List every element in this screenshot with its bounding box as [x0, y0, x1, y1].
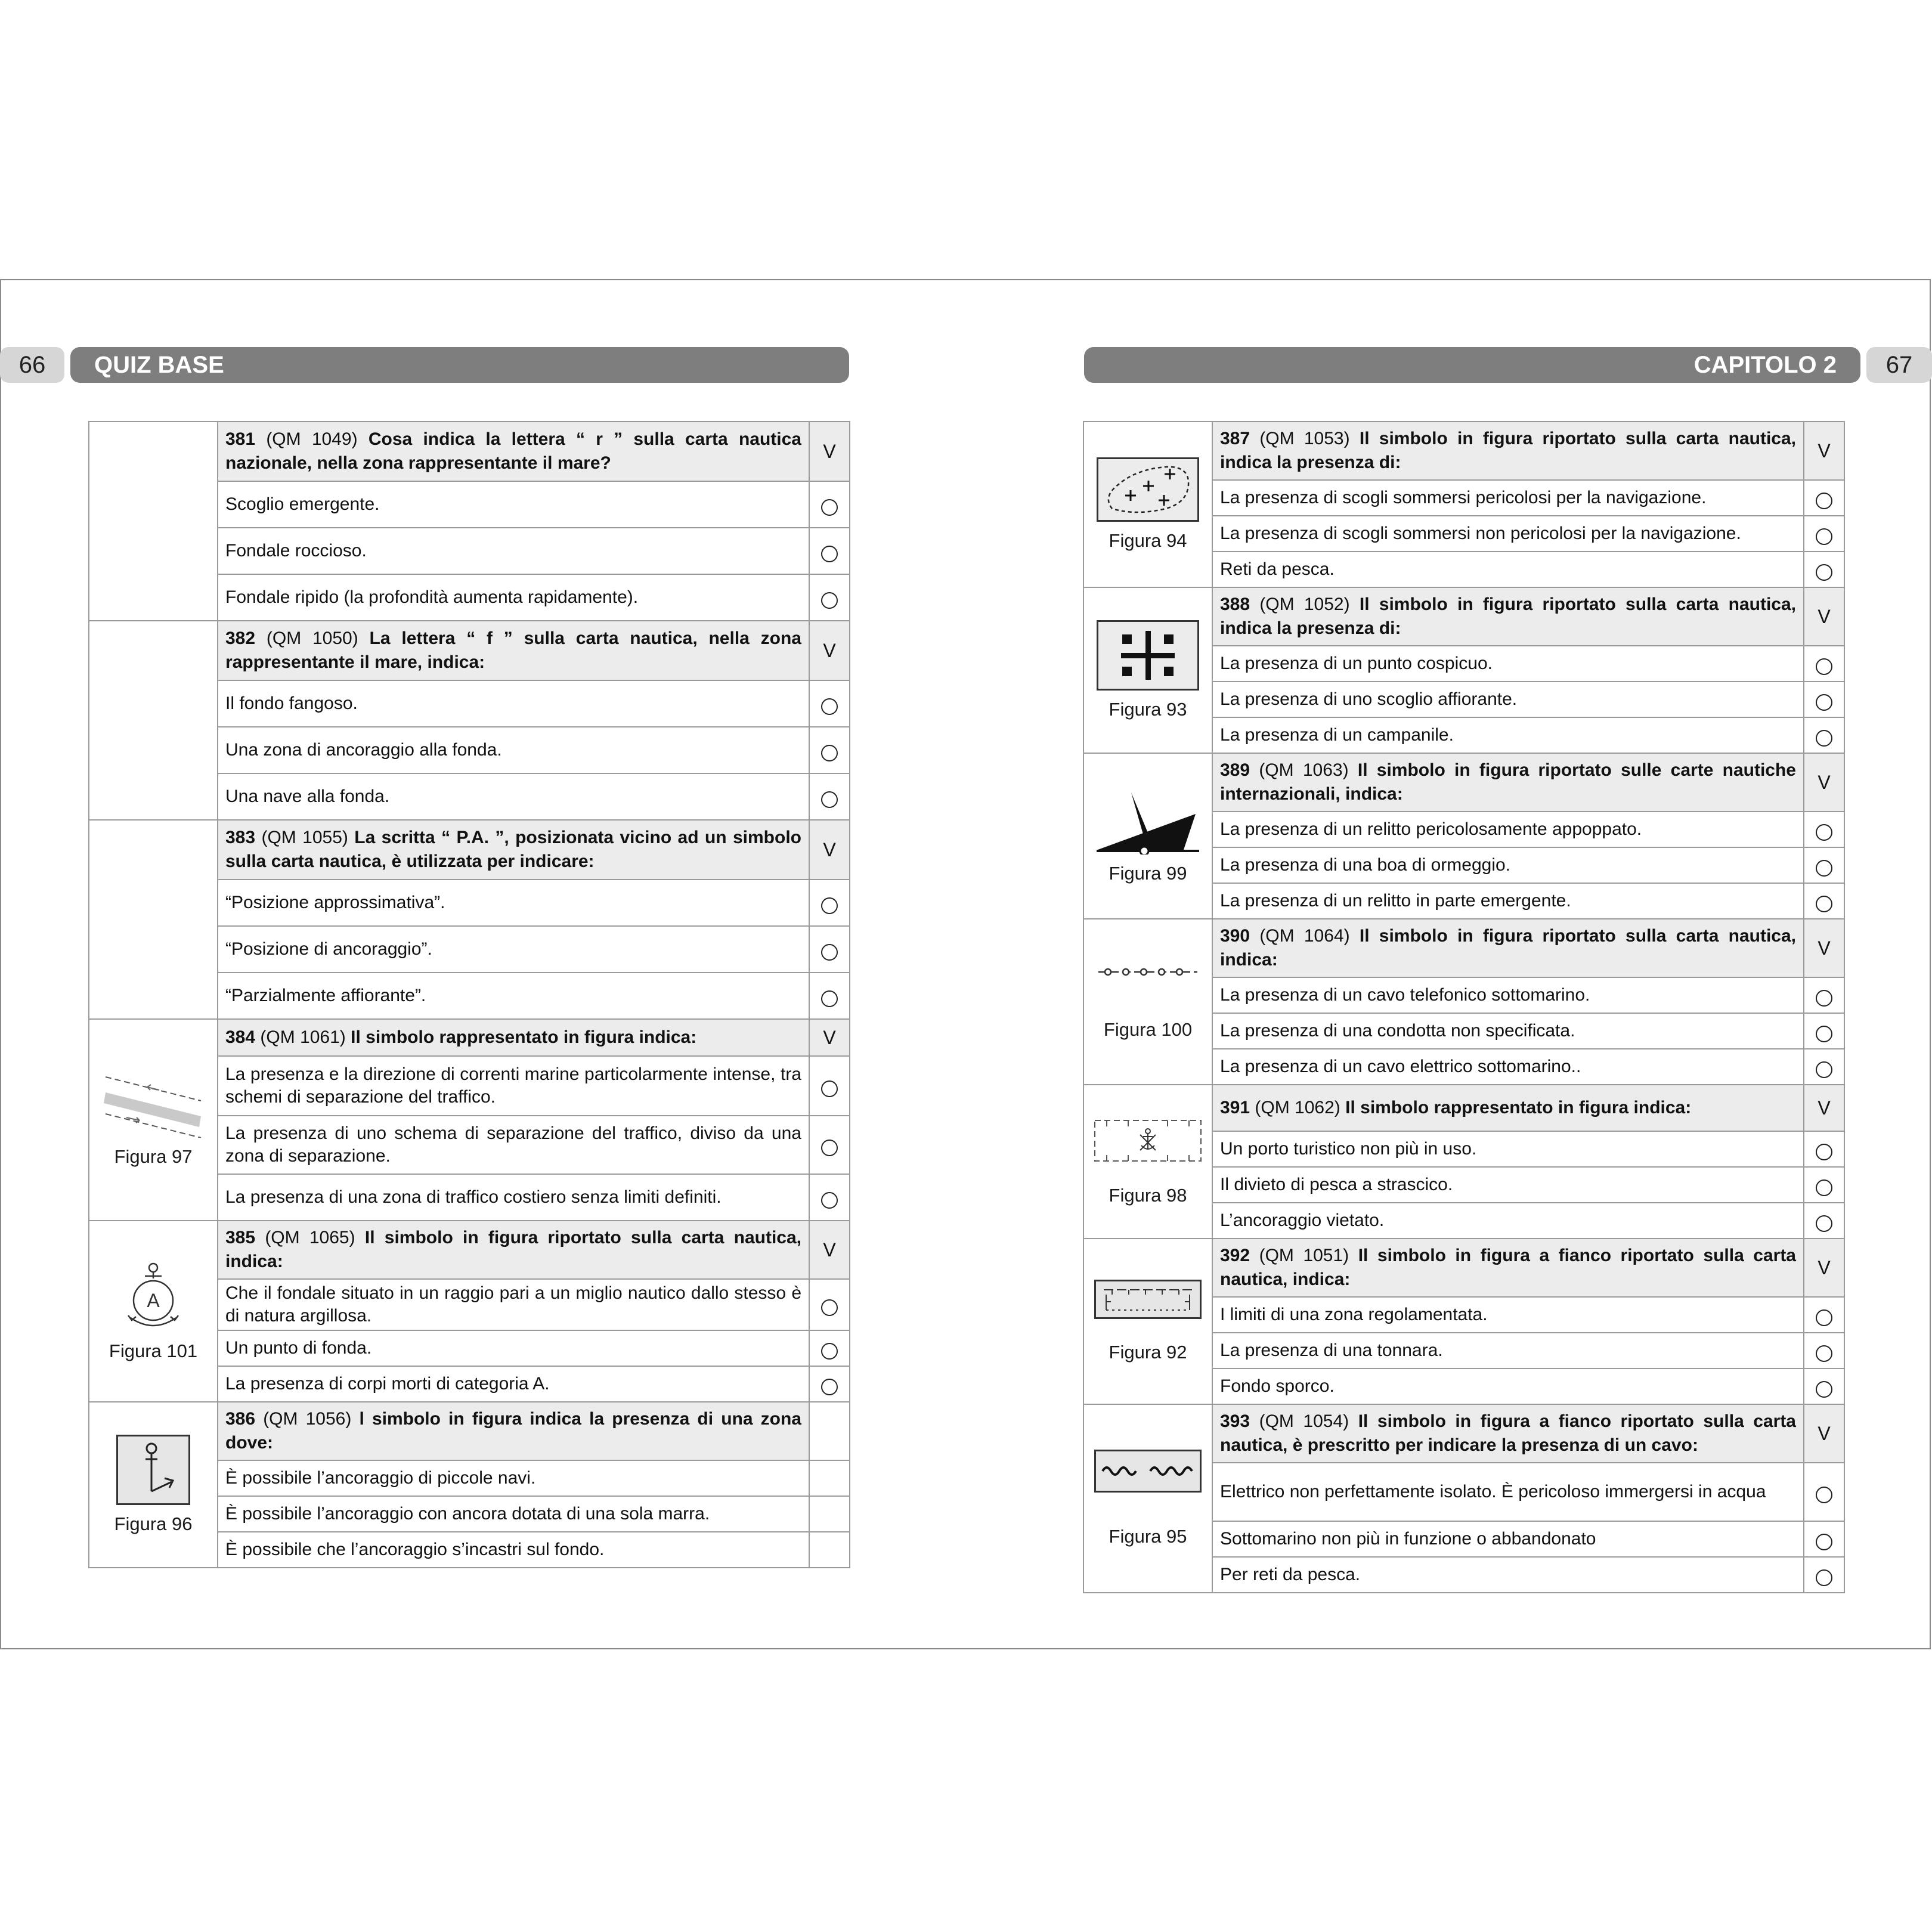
radio-circle-icon — [821, 592, 838, 609]
radio-circle-icon — [821, 499, 838, 516]
radio-circle-icon — [1816, 1179, 1832, 1196]
answer-radio[interactable] — [1804, 1203, 1844, 1239]
submerged-rocks-icon — [1100, 461, 1196, 518]
answer-radio[interactable] — [1804, 1167, 1844, 1203]
anchor-letter: A — [147, 1290, 160, 1311]
answer-option: La presenza di un cavo elettrico sottomarino.. — [1212, 1049, 1804, 1085]
question-mark: V — [1804, 1085, 1844, 1131]
answer-option: Una zona di ancoraggio alla fonda. — [218, 727, 809, 773]
radio-circle-icon — [1816, 730, 1832, 747]
answer-option: Una nave alla fonda. — [218, 773, 809, 820]
answer-radio[interactable] — [809, 1116, 850, 1174]
figure-99 — [1083, 753, 1212, 919]
answer-option: La presenza di uno scoglio affiorante. — [1212, 682, 1804, 717]
figure-97 — [89, 1019, 218, 1221]
radio-circle-icon — [821, 546, 838, 562]
answer-option: Un porto turistico non più in uso. — [1212, 1131, 1804, 1167]
answer-option: È possibile che l’ancoraggio s’incastri sul fondo. — [218, 1532, 809, 1568]
question-385: 385 (QM 1065) Il simbolo in figura riportato sulla carta nautica, indica: — [218, 1221, 809, 1279]
radio-circle-icon — [1816, 1569, 1832, 1586]
anchor-circle-icon — [123, 1261, 183, 1332]
figure-94 — [1083, 422, 1212, 587]
answer-radio[interactable] — [809, 773, 850, 820]
figure-95 — [1083, 1404, 1212, 1593]
answer-radio[interactable] — [809, 1366, 850, 1402]
figure-label: Figura 94 — [1109, 530, 1187, 551]
answer-radio[interactable] — [809, 1056, 850, 1116]
submarine-cable-icon — [1097, 963, 1199, 981]
question-mark: V — [809, 422, 850, 481]
answer-option: La presenza di un punto cospicuo. — [1212, 646, 1804, 682]
answer-radio[interactable] — [1804, 1333, 1844, 1368]
figure-label: Figura 99 — [1109, 863, 1187, 884]
question-mark: V — [1804, 753, 1844, 812]
question-389: 389 (QM 1063) Il simbolo in figura riportato sulle carte nautiche internazionali, indica: — [1212, 753, 1804, 812]
answer-radio[interactable] — [1804, 1131, 1844, 1167]
radio-circle-icon — [821, 791, 838, 808]
right-quiz-table — [1083, 421, 1845, 1593]
answer-option: La presenza e la direzione di correnti marine particolarmente intense, tra schemi di separazione del traffico. — [218, 1056, 809, 1116]
answer-radio[interactable] — [1804, 516, 1844, 552]
answer-option: È possibile l’ancoraggio di piccole navi. — [218, 1460, 809, 1496]
question-390: 390 (QM 1064) Il simbolo in figura riportato sulla carta nautica, indica: — [1212, 919, 1804, 977]
figure-label: Figura 98 — [1109, 1185, 1187, 1206]
answer-option: “Posizione di ancoraggio”. — [218, 926, 809, 973]
figure-96-box — [116, 1435, 190, 1505]
answer-radio[interactable] — [1804, 1557, 1844, 1593]
radio-circle-icon — [821, 944, 838, 961]
figure-98 — [1083, 1085, 1212, 1239]
question-387: 387 (QM 1053) Il simbolo in figura riportato sulla carta nautica, indica la presenza di: — [1212, 422, 1804, 480]
radio-circle-icon — [821, 1080, 838, 1097]
radio-circle-icon — [821, 1140, 838, 1156]
answer-option: Fondale ripido (la profondità aumenta rapidamente). — [218, 574, 809, 621]
answer-option: La presenza di un relitto in parte emergente. — [1212, 883, 1804, 919]
question-mark — [809, 1402, 850, 1460]
answer-option: La presenza di una boa di ormeggio. — [1212, 847, 1804, 883]
answer-radio[interactable] — [1804, 1297, 1844, 1333]
answer-mark-empty[interactable] — [809, 1460, 850, 1496]
question-391: 391 (QM 1062) Il simbolo rappresentato in figura indica: — [1212, 1085, 1804, 1131]
answer-radio[interactable] — [809, 1174, 850, 1221]
question-386: 386 (QM 1056) l simbolo in figura indica la presenza di una zona dove: — [218, 1402, 809, 1460]
answer-option: Fondale roccioso. — [218, 528, 809, 574]
answer-option: La presenza di un cavo telefonico sottomarino. — [1212, 977, 1804, 1013]
answer-option: La presenza di una tonnara. — [1212, 1333, 1804, 1368]
figure-101 — [89, 1221, 218, 1402]
figure-label: Figura 93 — [1109, 699, 1187, 720]
figure-label: Figura 96 — [114, 1513, 193, 1534]
question-mark: V — [809, 1019, 850, 1056]
radio-circle-icon — [821, 1192, 838, 1209]
wreck-icon — [1094, 788, 1202, 854]
radio-circle-icon — [1816, 694, 1832, 711]
answer-radio[interactable] — [1804, 883, 1844, 919]
answer-radio[interactable] — [809, 481, 850, 528]
answer-option: L’ancoraggio vietato. — [1212, 1203, 1804, 1239]
answer-radio[interactable] — [1804, 1463, 1844, 1521]
question-mark: V — [1804, 919, 1844, 977]
radio-circle-icon — [1816, 1487, 1832, 1503]
answer-option: Un punto di fonda. — [218, 1330, 809, 1366]
radio-circle-icon — [821, 897, 838, 914]
radio-circle-icon — [1816, 896, 1832, 912]
answer-option: La presenza di uno schema di separazione del traffico, diviso da una zona di separazione. — [218, 1116, 809, 1174]
radio-circle-icon — [821, 1343, 838, 1360]
figure-label: Figura 101 — [109, 1340, 198, 1361]
radio-circle-icon — [821, 1379, 838, 1395]
radio-circle-icon — [821, 990, 838, 1007]
figure-92 — [1083, 1239, 1212, 1404]
answer-option: “Parzialmente affiorante”. — [218, 973, 809, 1019]
answer-option: La presenza di una zona di traffico costiero senza limiti definiti. — [218, 1174, 809, 1221]
answer-radio[interactable] — [809, 727, 850, 773]
figure-label: Figura 92 — [1109, 1342, 1187, 1363]
right-page-header: CAPITOLO 2 — [1084, 347, 1860, 383]
answer-option: La presenza di un relitto pericolosamente appoppato. — [1212, 812, 1804, 847]
radio-circle-icon — [1816, 990, 1832, 1007]
figure-93-box — [1097, 620, 1199, 691]
figure-cell-empty — [89, 621, 218, 820]
answer-radio[interactable] — [1804, 1013, 1844, 1049]
radio-circle-icon — [1816, 1061, 1832, 1078]
answer-radio[interactable] — [1804, 977, 1844, 1013]
radio-circle-icon — [1816, 1381, 1832, 1398]
question-382: 382 (QM 1050) La lettera “ f ” sulla carta nautica, nella zona rappresentante il mare, indica: — [218, 621, 809, 680]
answer-radio[interactable] — [1804, 552, 1844, 587]
radio-circle-icon — [1816, 1144, 1832, 1160]
restricted-area-icon — [1099, 1284, 1197, 1315]
conspicuous-point-icon — [1115, 628, 1181, 682]
question-mark: V — [1804, 587, 1844, 646]
answer-option: La presenza di scogli sommersi non pericolosi per la navigazione. — [1212, 516, 1804, 552]
radio-circle-icon — [821, 698, 838, 715]
answer-radio[interactable] — [809, 926, 850, 973]
answer-radio[interactable] — [809, 1279, 850, 1330]
anchoring-prohibited-icon — [1092, 1117, 1203, 1165]
radio-circle-icon — [1816, 564, 1832, 581]
question-383: 383 (QM 1055) La scritta “ P.A. ”, posizionata vicino ad un simbolo sulla carta nautica, è utilizzata per indicare: — [218, 820, 809, 880]
radio-circle-icon — [1816, 1309, 1832, 1326]
answer-mark-empty[interactable] — [809, 1496, 850, 1532]
answer-option: Reti da pesca. — [1212, 552, 1804, 587]
answer-option: Fondo sporco. — [1212, 1368, 1804, 1404]
figure-cell-empty — [89, 820, 218, 1019]
answer-radio[interactable] — [809, 880, 850, 926]
figure-94-box — [1097, 457, 1199, 522]
figure-92-box — [1094, 1280, 1202, 1319]
answer-option: Il divieto di pesca a strascico. — [1212, 1167, 1804, 1203]
question-392: 392 (QM 1051) Il simbolo in figura a fianco riportato sulla carta nautica, indica: — [1212, 1239, 1804, 1297]
answer-option: Che il fondale situato in un raggio pari a un miglio nautico dallo stesso è di natura argillosa. — [218, 1279, 809, 1330]
question-388: 388 (QM 1052) Il simbolo in figura riportato sulla carta nautica, indica la presenza di: — [1212, 587, 1804, 646]
left-quiz-table — [88, 421, 850, 1568]
question-mark: V — [1804, 422, 1844, 480]
answer-radio[interactable] — [809, 973, 850, 1019]
question-mark: V — [1804, 1239, 1844, 1297]
radio-circle-icon — [821, 1299, 838, 1316]
question-mark: V — [809, 820, 850, 880]
answer-option: “Posizione approssimativa”. — [218, 880, 809, 926]
figure-95-box — [1094, 1450, 1202, 1493]
answer-radio[interactable] — [1804, 646, 1844, 682]
left-page-number: 66 — [0, 347, 64, 383]
answer-option: È possibile l’ancoraggio con ancora dotata di una sola marra. — [218, 1496, 809, 1532]
answer-option: La presenza di una condotta non specificata. — [1212, 1013, 1804, 1049]
question-381: 381 (QM 1049) Cosa indica la lettera “ r ” sulla carta nautica nazionale, nella zona rappresentante il mare? — [218, 422, 809, 481]
question-mark: V — [809, 621, 850, 680]
left-page-header: QUIZ BASE — [70, 347, 849, 383]
answer-option: La presenza di un campanile. — [1212, 717, 1804, 753]
radio-circle-icon — [1816, 1215, 1832, 1232]
answer-radio[interactable] — [1804, 682, 1844, 717]
answer-radio[interactable] — [1804, 812, 1844, 847]
figure-100 — [1083, 919, 1212, 1085]
answer-radio[interactable] — [1804, 717, 1844, 753]
answer-radio[interactable] — [1804, 1049, 1844, 1085]
figure-96 — [89, 1402, 218, 1568]
answer-option: Scoglio emergente. — [218, 481, 809, 528]
traffic-separation-icon — [103, 1072, 204, 1138]
radio-circle-icon — [1816, 1345, 1832, 1362]
figure-label: Figura 95 — [1109, 1526, 1187, 1547]
right-page-number: 67 — [1866, 347, 1932, 383]
radio-circle-icon — [1816, 658, 1832, 675]
question-393: 393 (QM 1054) Il simbolo in figura a fianco riportato sulla carta nautica, è prescritto per indicare la presenza di un cavo: — [1212, 1404, 1804, 1463]
answer-option: Per reti da pesca. — [1212, 1557, 1804, 1593]
figure-cell-empty — [89, 422, 218, 621]
answer-radio[interactable] — [1804, 1368, 1844, 1404]
answer-radio[interactable] — [809, 680, 850, 727]
answer-option: La presenza di scogli sommersi pericolosi per la navigazione. — [1212, 480, 1804, 516]
radio-circle-icon — [1816, 493, 1832, 509]
radio-circle-icon — [821, 745, 838, 761]
answer-radio[interactable] — [809, 1330, 850, 1366]
figure-label: Figura 100 — [1103, 1019, 1193, 1040]
answer-radio[interactable] — [1804, 847, 1844, 883]
anchor-fouled-icon — [126, 1440, 180, 1500]
answer-option: Elettrico non perfettamente isolato. È pericoloso immergersi in acqua — [1212, 1463, 1804, 1521]
radio-circle-icon — [1816, 1026, 1832, 1042]
radio-circle-icon — [1816, 528, 1832, 545]
radio-circle-icon — [1816, 860, 1832, 877]
radio-circle-icon — [1816, 1534, 1832, 1550]
answer-radio[interactable] — [809, 528, 850, 574]
answer-mark-empty[interactable] — [809, 1532, 850, 1568]
radio-circle-icon — [1816, 824, 1832, 841]
answer-option: Il fondo fangoso. — [218, 680, 809, 727]
answer-radio[interactable] — [1804, 1521, 1844, 1557]
question-mark: V — [809, 1221, 850, 1279]
answer-option: Sottomarino non più in funzione o abbandonato — [1212, 1521, 1804, 1557]
figure-label: Figura 97 — [114, 1146, 193, 1167]
answer-option: La presenza di corpi morti di categoria A. — [218, 1366, 809, 1402]
question-mark: V — [1804, 1404, 1844, 1463]
answer-radio[interactable] — [1804, 480, 1844, 516]
wavy-cable-icon — [1100, 1459, 1196, 1483]
figure-93 — [1083, 587, 1212, 753]
question-384: 384 (QM 1061) Il simbolo rappresentato in figura indica: — [218, 1019, 809, 1056]
answer-radio[interactable] — [809, 574, 850, 621]
answer-option: I limiti di una zona regolamentata. — [1212, 1297, 1804, 1333]
